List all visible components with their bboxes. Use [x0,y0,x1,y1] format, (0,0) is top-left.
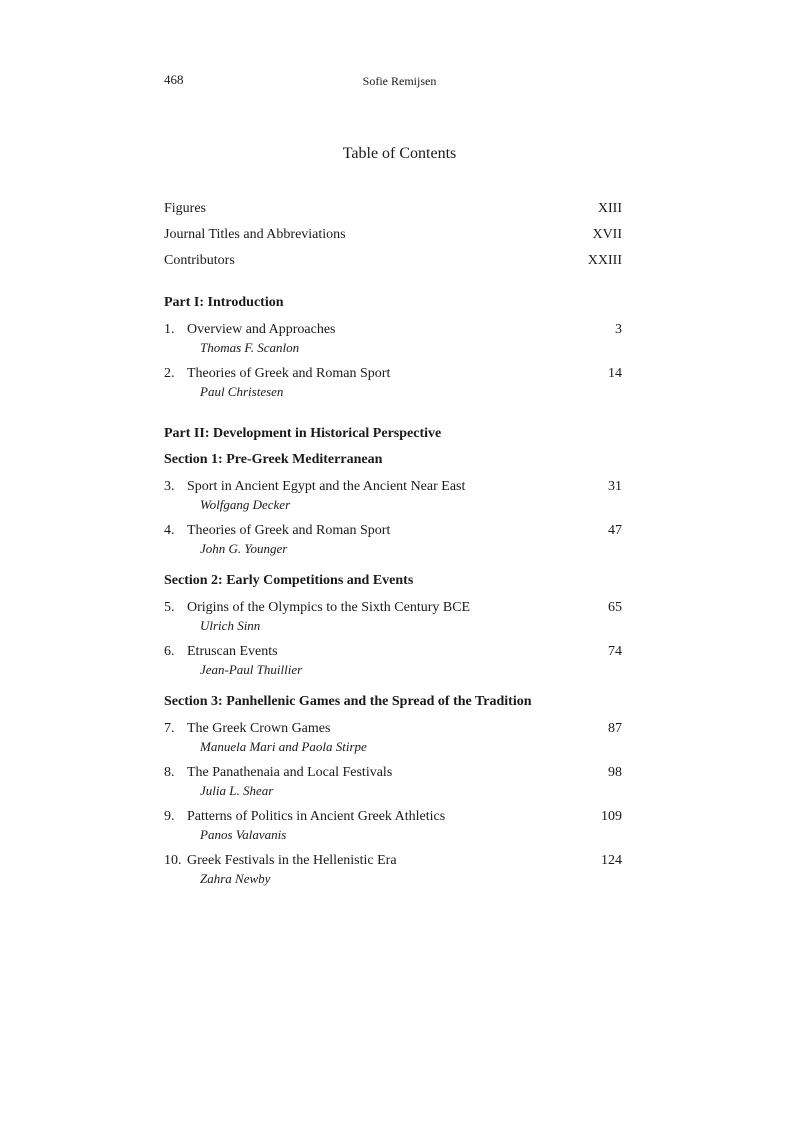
page-number: 468 [164,72,184,87]
entry-number: 7. [164,721,175,736]
entry-title: Greek Festivals in the Hellenistic Era [187,853,397,868]
entry-title: Patterns of Politics in Ancient Greek Athletics [187,809,446,824]
entry-author: Panos Valavanis [200,827,287,842]
toc-label: Contributors [164,253,235,268]
entry-author: Zahra Newby [200,871,271,886]
entry-page: 124 [601,853,622,868]
entry-number: 4. [164,523,175,538]
entry-number: 8. [164,765,175,780]
entry-page: 31 [608,479,622,494]
entry-author: Thomas F. Scanlon [200,340,300,355]
entry-author: Jean-Paul Thuillier [200,662,303,677]
entry-number: 1. [164,322,175,337]
entry-title: Etruscan Events [187,644,278,659]
section-heading: Section 3: Panhellenic Games and the Spread of the Tradition [164,694,532,709]
entry-author: Manuela Mari and Paola Stirpe [200,739,367,754]
entry-page: 87 [608,721,622,736]
entry-number: 3. [164,479,175,494]
running-header-author: Sofie Remijsen [362,74,437,88]
entry-title: Overview and Approaches [187,322,336,337]
toc-label: Journal Titles and Abbreviations [164,227,346,242]
toc-page: XXIII [587,253,622,268]
part-heading: Part I: Introduction [164,295,284,310]
entry-page: 98 [608,765,622,780]
entry-page: 74 [608,644,622,659]
entry-title: Sport in Ancient Egypt and the Ancient Near East [187,479,466,494]
entry-title: Origins of the Olympics to the Sixth Century BCE [187,600,471,615]
page-title: Table of Contents [342,145,457,162]
entry-page: 109 [601,809,622,824]
toc-page: XIII [597,201,622,216]
entry-page: 3 [615,322,622,337]
entry-number: 2. [164,366,175,381]
section-heading: Section 2: Early Competitions and Events [164,573,414,588]
entry-number: 6. [164,644,175,659]
entry-author: Ulrich Sinn [200,618,261,633]
entry-page: 65 [608,600,622,615]
entry-author: Julia L. Shear [200,783,274,798]
toc-page: XVII [592,227,622,242]
entry-page: 14 [608,366,622,381]
entry-page: 47 [608,523,622,538]
entry-title: Theories of Greek and Roman Sport [187,366,391,381]
entry-number: 10. [164,853,182,868]
part-heading: Part II: Development in Historical Perspective [164,426,442,441]
entry-author: Paul Christesen [200,384,284,399]
entry-author: John G. Younger [200,541,288,556]
section-heading: Section 1: Pre-Greek Mediterranean [164,452,383,467]
toc-row-figures[interactable] [164,200,622,218]
entry-number: 5. [164,600,175,615]
entry-title: The Greek Crown Games [187,721,331,736]
entry-title: The Panathenaia and Local Festivals [187,765,393,780]
toc-row-contributors[interactable] [164,252,622,270]
entry-number: 9. [164,809,175,824]
toc-label: Figures [164,201,206,216]
entry-title: Theories of Greek and Roman Sport [187,523,391,538]
toc-row-journal-titles[interactable] [164,226,622,244]
entry-author: Wolfgang Decker [200,497,291,512]
